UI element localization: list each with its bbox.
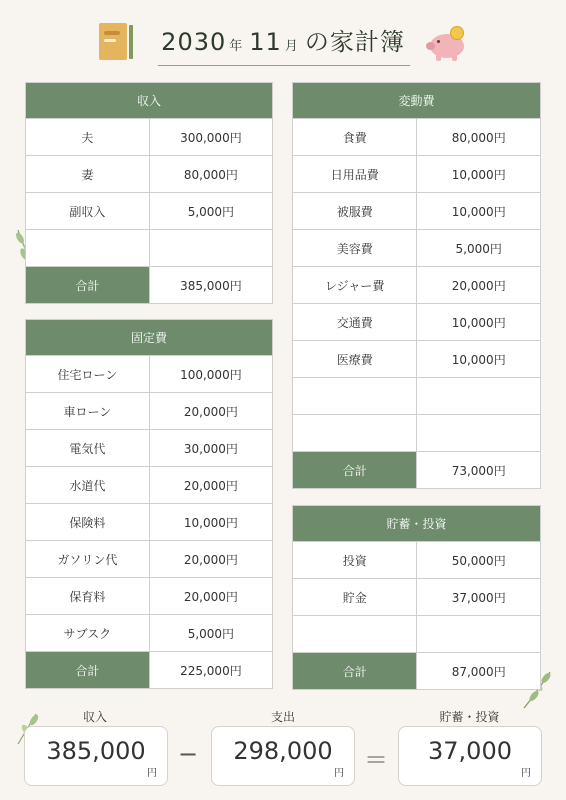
title-year-unit: 年 (229, 39, 244, 54)
summary-expense-label: 支出 (270, 710, 295, 724)
title-suffix: の家計簿 (304, 28, 405, 56)
variable-total-row: 合計 73,000円 (293, 452, 541, 489)
variable-cost-table (292, 82, 541, 489)
summary-savings-box (398, 726, 542, 786)
table-row: 住宅ローン 100,000円 (26, 356, 273, 393)
savings-header: 貯蓄・投資 (293, 506, 541, 542)
fixed-total-row: 合計 225,000円 (26, 652, 273, 689)
income-header: 収入 (26, 83, 273, 119)
table-row: 貯金 37,000円 (293, 579, 541, 616)
table-row (26, 230, 273, 267)
summary-expense-value: 298,000 (233, 737, 333, 765)
title-year: 2030 (161, 28, 227, 56)
table-row: 妻 80,000円 (26, 156, 273, 193)
table-row: 車ローン 20,000円 (26, 393, 273, 430)
table-row: レジャー費 20,000円 (293, 267, 541, 304)
table-row: 副収入 5,000円 (26, 193, 273, 230)
table-row: 保育料 20,000円 (26, 578, 273, 615)
variable-header: 変動費 (293, 83, 541, 119)
table-row: 食費 80,000円 (293, 119, 541, 156)
title-month-unit: 月 (284, 39, 299, 54)
summary-savings-value: 37,000 (428, 737, 512, 765)
fixed-cost-table (25, 319, 273, 689)
piggy-bank-icon (426, 26, 470, 62)
table-row: 投資 50,000円 (293, 542, 541, 579)
table-row (293, 415, 541, 452)
table-row (293, 616, 541, 653)
table-row (293, 378, 541, 415)
summary-income-value: 385,000 (46, 737, 146, 765)
title-underline (158, 65, 410, 66)
table-row: 夫 300,000円 (26, 119, 273, 156)
yen-unit: 円 (334, 768, 344, 779)
table-row: 美容費 5,000円 (293, 230, 541, 267)
table-row: 電気代 30,000円 (26, 430, 273, 467)
income-table (25, 82, 273, 304)
table-row: 交通費 10,000円 (293, 304, 541, 341)
income-total-row: 合計 385,000円 (26, 267, 273, 304)
minus-sign: − (178, 740, 199, 768)
table-row: サブスク 5,000円 (26, 615, 273, 652)
title-month: 11 (249, 28, 282, 56)
notebook-icon (99, 23, 129, 60)
summary-savings-label: 貯蓄・投資 (439, 710, 500, 724)
summary-income-label: 収入 (82, 710, 107, 724)
table-row: 被服費 10,000円 (293, 193, 541, 230)
table-row: ガソリン代 20,000円 (26, 541, 273, 578)
yen-unit: 円 (521, 768, 531, 779)
fixed-header: 固定費 (26, 320, 273, 356)
page-title (0, 22, 566, 57)
table-row: 保険料 10,000円 (26, 504, 273, 541)
equals-sign: ＝ (364, 746, 388, 774)
yen-unit: 円 (147, 768, 157, 779)
table-row: 日用品費 10,000円 (293, 156, 541, 193)
savings-total-row: 合計 87,000円 (293, 653, 541, 690)
table-row: 水道代 20,000円 (26, 467, 273, 504)
savings-table (292, 505, 541, 690)
summary-income-box (24, 726, 168, 786)
summary-expense-box (211, 726, 355, 786)
table-row: 医療費 10,000円 (293, 341, 541, 378)
